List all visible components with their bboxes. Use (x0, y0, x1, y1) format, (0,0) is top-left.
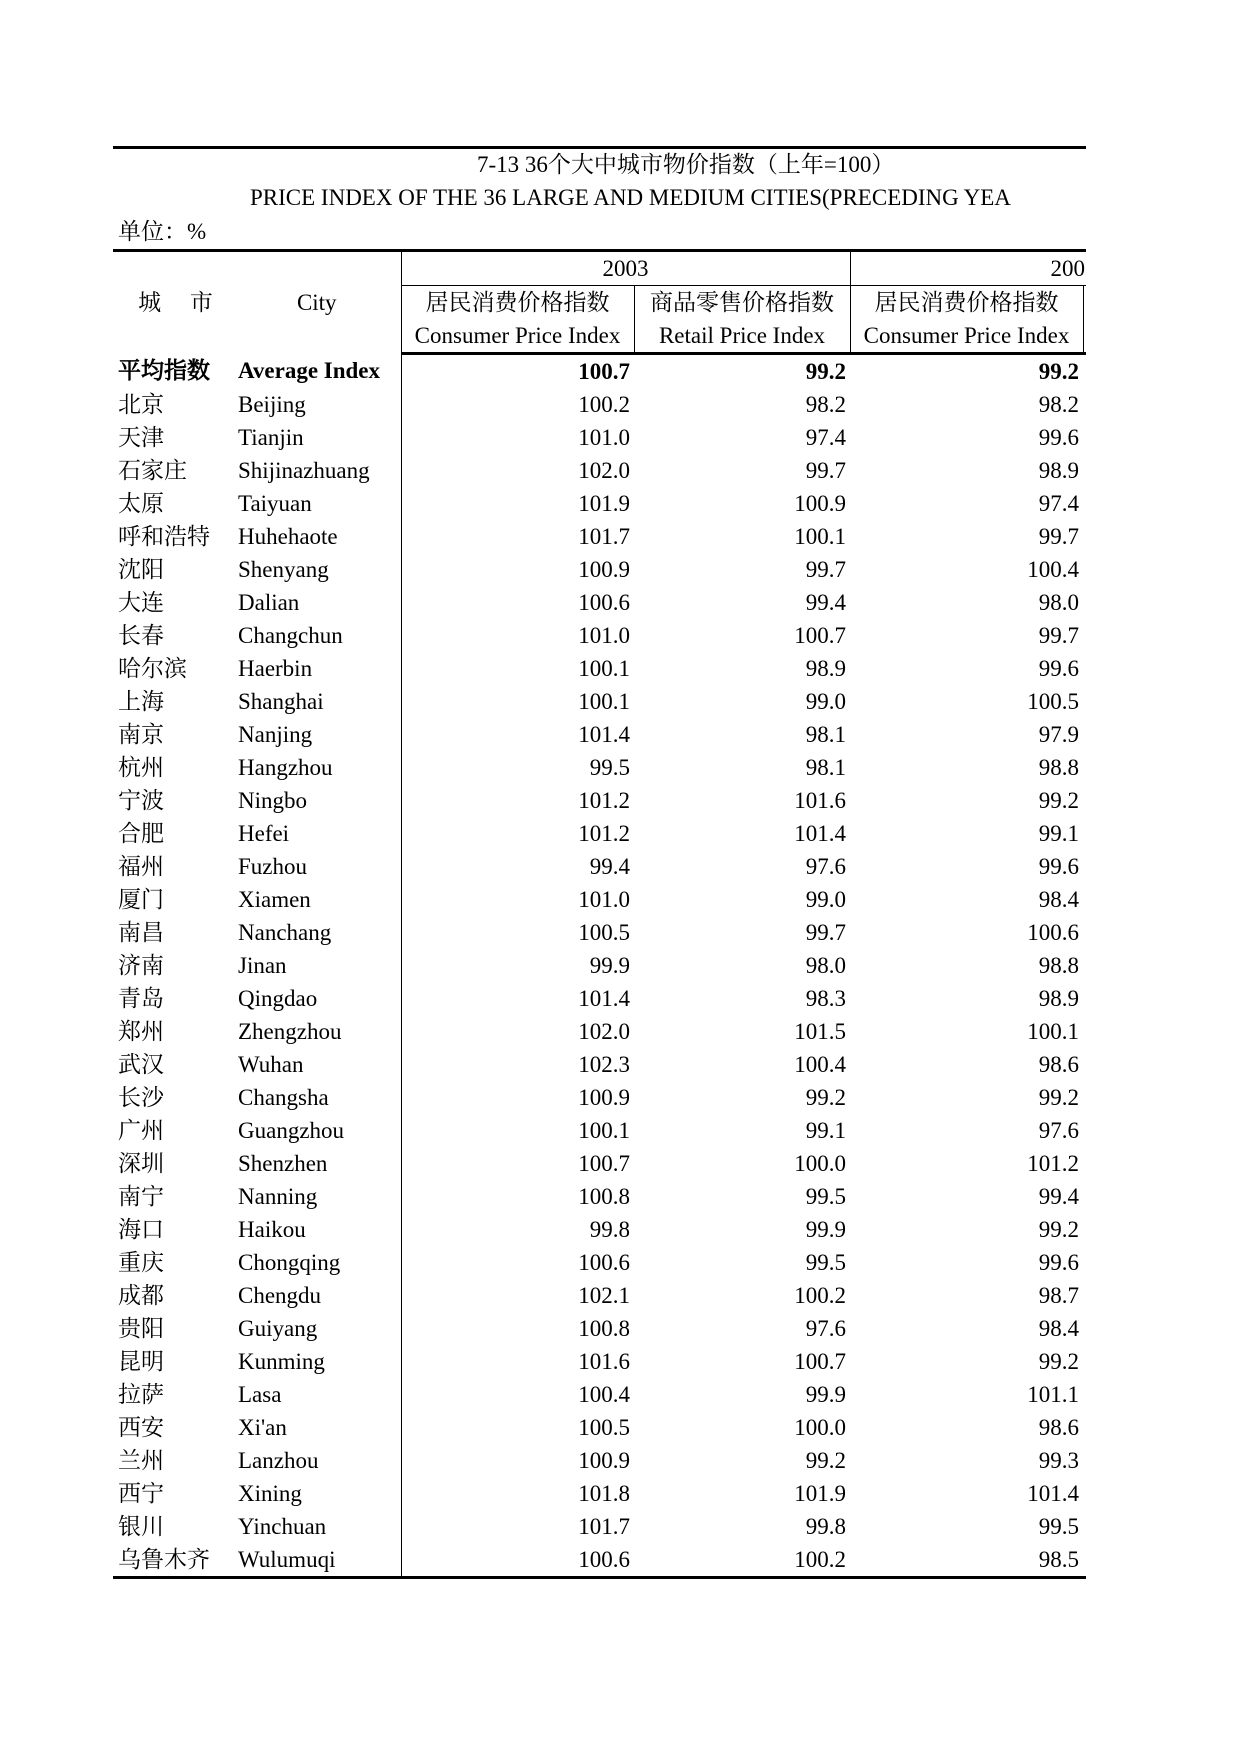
rpi-2003-value: 98.1 (805, 755, 846, 780)
empty-cell (1083, 1312, 1086, 1345)
table-row (113, 1180, 1086, 1213)
cpi-next-value: 99.2 (1038, 788, 1079, 813)
cpi-next-value: 98.6 (1038, 1415, 1079, 1440)
city-name-en: Nanning (233, 1180, 401, 1213)
cpi-2003-value: 101.0 (578, 887, 630, 912)
city-name-cn: 沈阳 (118, 557, 164, 582)
price-index-sheet (113, 146, 1086, 1579)
cpi-2003-value: 102.0 (578, 1019, 630, 1044)
cpi-2003-value: 101.7 (578, 1514, 630, 1539)
cpi-next-value: 99.6 (1038, 854, 1079, 879)
unit-label: 单位：% (118, 219, 207, 244)
cpi-next-header-cn: 居民消费价格指数 (850, 286, 1083, 320)
table-row (113, 1147, 1086, 1180)
city-name-cn: 哈尔滨 (118, 656, 187, 681)
cpi-next-value: 100.1 (1027, 1019, 1079, 1044)
city-name-cn: 广州 (118, 1118, 164, 1143)
city-cn-header: 城 市 (113, 251, 233, 354)
cpi-2003-value: 102.1 (578, 1283, 630, 1308)
rpi-2003-value: 98.9 (805, 656, 846, 681)
cpi-2003-value: 101.6 (578, 1349, 630, 1374)
cpi-next-value: 98.9 (1038, 458, 1079, 483)
cpi-next-value: 101.1 (1027, 1382, 1079, 1407)
rpi-2003-value: 101.5 (794, 1019, 846, 1044)
rpi-2003-value: 99.7 (805, 920, 846, 945)
cpi-next-value: 97.4 (1038, 491, 1079, 516)
rpi-2003-value: 98.1 (805, 722, 846, 747)
rpi-2003-value: 98.3 (805, 986, 846, 1011)
city-name-cn: 兰州 (118, 1448, 164, 1473)
cpi-next-value: 99.3 (1038, 1448, 1079, 1473)
empty-cell (1083, 619, 1086, 652)
cpi-2003-value: 99.8 (589, 1217, 630, 1242)
cpi-2003-value: 100.6 (578, 1250, 630, 1275)
city-name-cn: 天津 (118, 425, 164, 450)
city-name-en: Haerbin (233, 652, 401, 685)
table-row (113, 1477, 1086, 1510)
city-name-en: Taiyuan (233, 487, 401, 520)
empty-cell (1083, 1543, 1086, 1578)
table-row (113, 817, 1086, 850)
empty-cell (1083, 1477, 1086, 1510)
empty-cell (1083, 652, 1086, 685)
cpi-next-value: 98.8 (1038, 755, 1079, 780)
rpi-2003-header-cn: 商品零售价格指数 (634, 286, 850, 320)
cpi-next-value: 101.2 (1027, 1151, 1079, 1176)
rpi-2003-value: 101.9 (794, 1481, 846, 1506)
city-name-cn: 深圳 (118, 1151, 164, 1176)
empty-cell (1083, 1411, 1086, 1444)
rpi-2003-value: 99.5 (805, 1184, 846, 1209)
city-name-en: Changsha (233, 1081, 401, 1114)
rpi-2003-value: 100.2 (794, 1283, 846, 1308)
city-name-cn: 长沙 (118, 1085, 164, 1110)
city-name-en: Yinchuan (233, 1510, 401, 1543)
city-name-en: Beijing (233, 388, 401, 421)
empty-cell (1083, 1015, 1086, 1048)
cpi-next-value: 98.7 (1038, 1283, 1079, 1308)
table-row (113, 1213, 1086, 1246)
cpi-next-value: 99.1 (1038, 821, 1079, 846)
empty-cell (1083, 520, 1086, 553)
cpi-2003-value: 101.2 (578, 788, 630, 813)
rpi-2003-value: 99.8 (805, 1514, 846, 1539)
cpi-next-value: 101.4 (1027, 1481, 1079, 1506)
cpi-2003-value: 102.0 (578, 458, 630, 483)
cpi-next-value: 99.2 (1038, 1085, 1079, 1110)
empty-cell (1083, 982, 1086, 1015)
empty-cell (1083, 1246, 1086, 1279)
empty-cell (1083, 916, 1086, 949)
empty-cell (1083, 1147, 1086, 1180)
cpi-next-value: 100.6 (1027, 920, 1079, 945)
table-row (113, 454, 1086, 487)
cpi-next-value: 100.4 (1027, 557, 1079, 582)
cpi-2003-value: 102.3 (578, 1052, 630, 1077)
table-body (113, 354, 1086, 1578)
table-row (113, 1246, 1086, 1279)
cpi-2003-value: 101.9 (578, 491, 630, 516)
city-name-en: Chengdu (233, 1279, 401, 1312)
city-name-cn: 拉萨 (118, 1382, 164, 1407)
empty-cell (1083, 1114, 1086, 1147)
empty-cell (1083, 784, 1086, 817)
rpi-2003-value: 100.1 (794, 524, 846, 549)
table-row (113, 652, 1086, 685)
city-name-cn: 武汉 (118, 1052, 164, 1077)
cpi-2003-value: 100.5 (578, 1415, 630, 1440)
table-row (113, 1048, 1086, 1081)
table-row (113, 751, 1086, 784)
city-name-cn: 福州 (118, 854, 164, 879)
cpi-2003-value: 100.7 (578, 1151, 630, 1176)
table-row (113, 1312, 1086, 1345)
rpi-2003-value: 97.4 (805, 425, 846, 450)
city-name-cn: 海口 (118, 1217, 164, 1242)
rpi-2003-value: 101.4 (794, 821, 846, 846)
city-name-en: Qingdao (233, 982, 401, 1015)
table-title-chinese: 7-13 36个大中城市物价指数（上年=100） (477, 152, 895, 177)
table-row (113, 619, 1086, 652)
city-name-en: Shijinazhuang (233, 454, 401, 487)
table-row (113, 685, 1086, 718)
table-row (113, 1411, 1086, 1444)
city-name-cn: 昆明 (118, 1349, 164, 1374)
cpi-2003-value: 99.4 (589, 854, 630, 879)
price-index-table (113, 249, 1086, 1579)
table-row (113, 553, 1086, 586)
table-row (113, 916, 1086, 949)
cpi-2003-value: 101.7 (578, 524, 630, 549)
table-row (113, 421, 1086, 454)
empty-cell (1083, 487, 1086, 520)
cpi-2003-header-en: Consumer Price Index (401, 319, 634, 354)
city-name-en: Shanghai (233, 685, 401, 718)
empty-cell (1083, 883, 1086, 916)
table-row (113, 354, 1086, 389)
table-row (113, 586, 1086, 619)
empty-cell (1083, 354, 1086, 389)
rpi-2003-value: 99.5 (805, 1250, 846, 1275)
city-name-cn: 宁波 (118, 788, 164, 813)
rpi-2003-value: 99.0 (805, 887, 846, 912)
city-name-en: Shenzhen (233, 1147, 401, 1180)
city-name-en: Lanzhou (233, 1444, 401, 1477)
cpi-2003-header-cn: 居民消费价格指数 (401, 286, 634, 320)
cpi-2003-value: 100.4 (578, 1382, 630, 1407)
table-row (113, 487, 1086, 520)
city-name-cn: 成都 (118, 1283, 164, 1308)
cpi-2003-value: 100.9 (578, 557, 630, 582)
table-row (113, 1114, 1086, 1147)
empty-cell (1083, 454, 1086, 487)
city-name-cn: 厦门 (118, 887, 164, 912)
cpi-2003-value: 100.1 (578, 1118, 630, 1143)
cpi-2003-value: 100.2 (578, 392, 630, 417)
city-name-en: Lasa (233, 1378, 401, 1411)
city-name-cn: 合肥 (118, 821, 164, 846)
city-name-en: Tianjin (233, 421, 401, 454)
rpi-2003-value: 99.9 (805, 1382, 846, 1407)
rpi-2003-value: 100.4 (794, 1052, 846, 1077)
city-name-en: Wuhan (233, 1048, 401, 1081)
city-name-en: Changchun (233, 619, 401, 652)
empty-cell (1083, 1378, 1086, 1411)
cpi-next-value: 99.2 (1038, 1217, 1079, 1242)
rpi-2003-value: 99.7 (805, 557, 846, 582)
city-name-en: Fuzhou (233, 850, 401, 883)
empty-cell (1083, 1345, 1086, 1378)
cpi-next-value: 98.2 (1038, 392, 1079, 417)
cpi-next-value: 98.5 (850, 1543, 1083, 1578)
city-name-cn: 大连 (118, 590, 164, 615)
cpi-next-value: 98.6 (1038, 1052, 1079, 1077)
empty-cell (1083, 718, 1086, 751)
table-row (113, 520, 1086, 553)
cpi-2003-value: 101.4 (578, 722, 630, 747)
city-name-cn: 郑州 (118, 1019, 164, 1044)
city-name-cn: 南昌 (118, 920, 164, 945)
empty-cell (1083, 817, 1086, 850)
table-row (113, 1345, 1086, 1378)
city-name-cn: 长春 (118, 623, 164, 648)
rpi-2003-value: 100.0 (794, 1151, 846, 1176)
city-name-en: Xining (233, 1477, 401, 1510)
cpi-2003-value: 100.1 (578, 689, 630, 714)
cpi-next-value: 99.4 (1038, 1184, 1079, 1209)
cpi-next-value: 97.6 (1038, 1118, 1079, 1143)
rpi-2003-value: 98.2 (805, 392, 846, 417)
cpi-next-value: 99.6 (1038, 656, 1079, 681)
cpi-2003-value: 100.6 (401, 1543, 634, 1578)
city-name-en: Nanjing (233, 718, 401, 751)
table-row (113, 1279, 1086, 1312)
cpi-2003-value: 101.2 (578, 821, 630, 846)
city-name-cn: 乌鲁木齐 (113, 1543, 233, 1578)
rpi-2003-value: 97.6 (805, 854, 846, 879)
city-name-en: Guangzhou (233, 1114, 401, 1147)
rpi-2003-value: 99.0 (805, 689, 846, 714)
rpi-2003-value: 100.7 (794, 623, 846, 648)
cpi-2003-value: 100.8 (578, 1316, 630, 1341)
table-row (113, 850, 1086, 883)
table-row (113, 949, 1086, 982)
table-row (113, 1081, 1086, 1114)
table-row (113, 1378, 1086, 1411)
cpi-next-value: 99.6 (1038, 1250, 1079, 1275)
city-name-en: Hefei (233, 817, 401, 850)
rpi-2003-value: 100.7 (794, 1349, 846, 1374)
city-name-cn: 银川 (118, 1514, 164, 1539)
table-row (113, 883, 1086, 916)
empty-cell (1083, 1444, 1086, 1477)
table-row (113, 784, 1086, 817)
rpi-2003-value: 97.6 (805, 1316, 846, 1341)
cpi-2003-value: 100.9 (578, 1085, 630, 1110)
cpi-2003-value: 99.5 (589, 755, 630, 780)
cpi-2003-value: 100.1 (578, 656, 630, 681)
cpi-next-value: 97.9 (1038, 722, 1079, 747)
cpi-2003-value: 99.9 (589, 953, 630, 978)
city-name-cn: 南宁 (118, 1184, 164, 1209)
cpi-2003-value: 100.7 (578, 359, 630, 384)
rpi-2003-value: 99.7 (805, 458, 846, 483)
city-en-header: City (233, 251, 401, 354)
empty-cell (1083, 949, 1086, 982)
rpi-2003-value: 99.4 (805, 590, 846, 615)
year-next-header: 200 (850, 251, 1086, 286)
city-name-cn: 青岛 (118, 986, 164, 1011)
city-name-en: Chongqing (233, 1246, 401, 1279)
table-row (113, 982, 1086, 1015)
city-name-cn: 太原 (118, 491, 164, 516)
city-name-cn: 北京 (118, 392, 164, 417)
city-name-cn: 平均指数 (118, 358, 210, 384)
city-name-cn: 石家庄 (118, 458, 187, 483)
city-name-en: Guiyang (233, 1312, 401, 1345)
cpi-2003-value: 101.0 (578, 425, 630, 450)
rpi-2003-value: 100.2 (634, 1543, 850, 1578)
cpi-next-value: 99.5 (1038, 1514, 1079, 1539)
cpi-2003-value: 101.0 (578, 623, 630, 648)
rpi-2003-value: 99.1 (805, 1118, 846, 1143)
city-name-cn: 上海 (118, 689, 164, 714)
city-name-en: Xiamen (233, 883, 401, 916)
empty-cell (1083, 1180, 1086, 1213)
city-name-cn: 西安 (118, 1415, 164, 1440)
rpi-2003-value: 101.6 (794, 788, 846, 813)
cpi-2003-value: 100.6 (578, 590, 630, 615)
city-name-en: Kunming (233, 1345, 401, 1378)
city-name-en: Zhengzhou (233, 1015, 401, 1048)
table-row (113, 1015, 1086, 1048)
rpi-2003-header-en: Retail Price Index (634, 319, 850, 354)
rpi-2003-value: 99.9 (805, 1217, 846, 1242)
rpi-2003-value: 98.0 (805, 953, 846, 978)
cpi-next-value: 100.5 (1027, 689, 1079, 714)
cpi-2003-value: 101.4 (578, 986, 630, 1011)
city-name-en: Hangzhou (233, 751, 401, 784)
rpi-2003-value: 100.9 (794, 491, 846, 516)
rpi-2003-value: 99.2 (805, 359, 846, 384)
cpi-2003-value: 100.9 (578, 1448, 630, 1473)
empty-cell (1083, 685, 1086, 718)
table-row (113, 1444, 1086, 1477)
empty-cell (1083, 1048, 1086, 1081)
table-row (113, 388, 1086, 421)
empty-cell (1083, 388, 1086, 421)
empty-cell (1083, 1081, 1086, 1114)
rpi-2003-value: 99.2 (805, 1448, 846, 1473)
cpi-next-value: 99.6 (1038, 425, 1079, 450)
cpi-next-header-en: Consumer Price Index (850, 319, 1083, 354)
city-name-cn: 贵阳 (118, 1316, 164, 1341)
cpi-next-value: 98.8 (1038, 953, 1079, 978)
empty-cell (1083, 751, 1086, 784)
cpi-2003-value: 100.8 (578, 1184, 630, 1209)
city-name-en: Nanchang (233, 916, 401, 949)
table-title-english: PRICE INDEX OF THE 36 LARGE AND MEDIUM CITIES(PRECEDING YEA (250, 185, 1011, 210)
city-name-en: Wulumuqi (233, 1543, 401, 1578)
cpi-next-value: 98.4 (1038, 887, 1079, 912)
cpi-2003-value: 101.8 (578, 1481, 630, 1506)
cpi-next-value: 99.2 (1038, 359, 1079, 384)
cpi-next-value: 99.7 (1038, 524, 1079, 549)
city-name-en: Average Index (233, 354, 401, 389)
city-name-en: Shenyang (233, 553, 401, 586)
empty-cell (1083, 1510, 1086, 1543)
city-name-cn: 南京 (118, 722, 164, 747)
empty-cell (1083, 421, 1086, 454)
city-name-en: Haikou (233, 1213, 401, 1246)
city-name-cn: 济南 (118, 953, 164, 978)
city-name-en: Ningbo (233, 784, 401, 817)
empty-cell (1083, 553, 1086, 586)
city-name-cn: 呼和浩特 (118, 524, 210, 549)
cpi-2003-value: 100.5 (578, 920, 630, 945)
table-row (113, 1510, 1086, 1543)
cpi-next-value: 98.9 (1038, 986, 1079, 1011)
cpi-next-value: 98.4 (1038, 1316, 1079, 1341)
empty-cell (1083, 850, 1086, 883)
cpi-next-value: 98.0 (1038, 590, 1079, 615)
city-name-en: Xi'an (233, 1411, 401, 1444)
empty-cell (1083, 1279, 1086, 1312)
rpi-2003-value: 99.2 (805, 1085, 846, 1110)
city-name-en: Huhehaote (233, 520, 401, 553)
city-name-cn: 杭州 (118, 755, 164, 780)
empty-cell (1083, 586, 1086, 619)
city-name-en: Jinan (233, 949, 401, 982)
city-name-cn: 重庆 (118, 1250, 164, 1275)
city-name-cn: 西宁 (118, 1481, 164, 1506)
table-row (113, 1543, 1086, 1578)
empty-cell (1083, 1213, 1086, 1246)
city-name-en: Dalian (233, 586, 401, 619)
table-row (113, 718, 1086, 751)
cpi-next-value: 99.2 (1038, 1349, 1079, 1374)
cpi-next-value: 99.7 (1038, 623, 1079, 648)
rpi-2003-value: 100.0 (794, 1415, 846, 1440)
year-2003-header: 2003 (401, 251, 850, 286)
